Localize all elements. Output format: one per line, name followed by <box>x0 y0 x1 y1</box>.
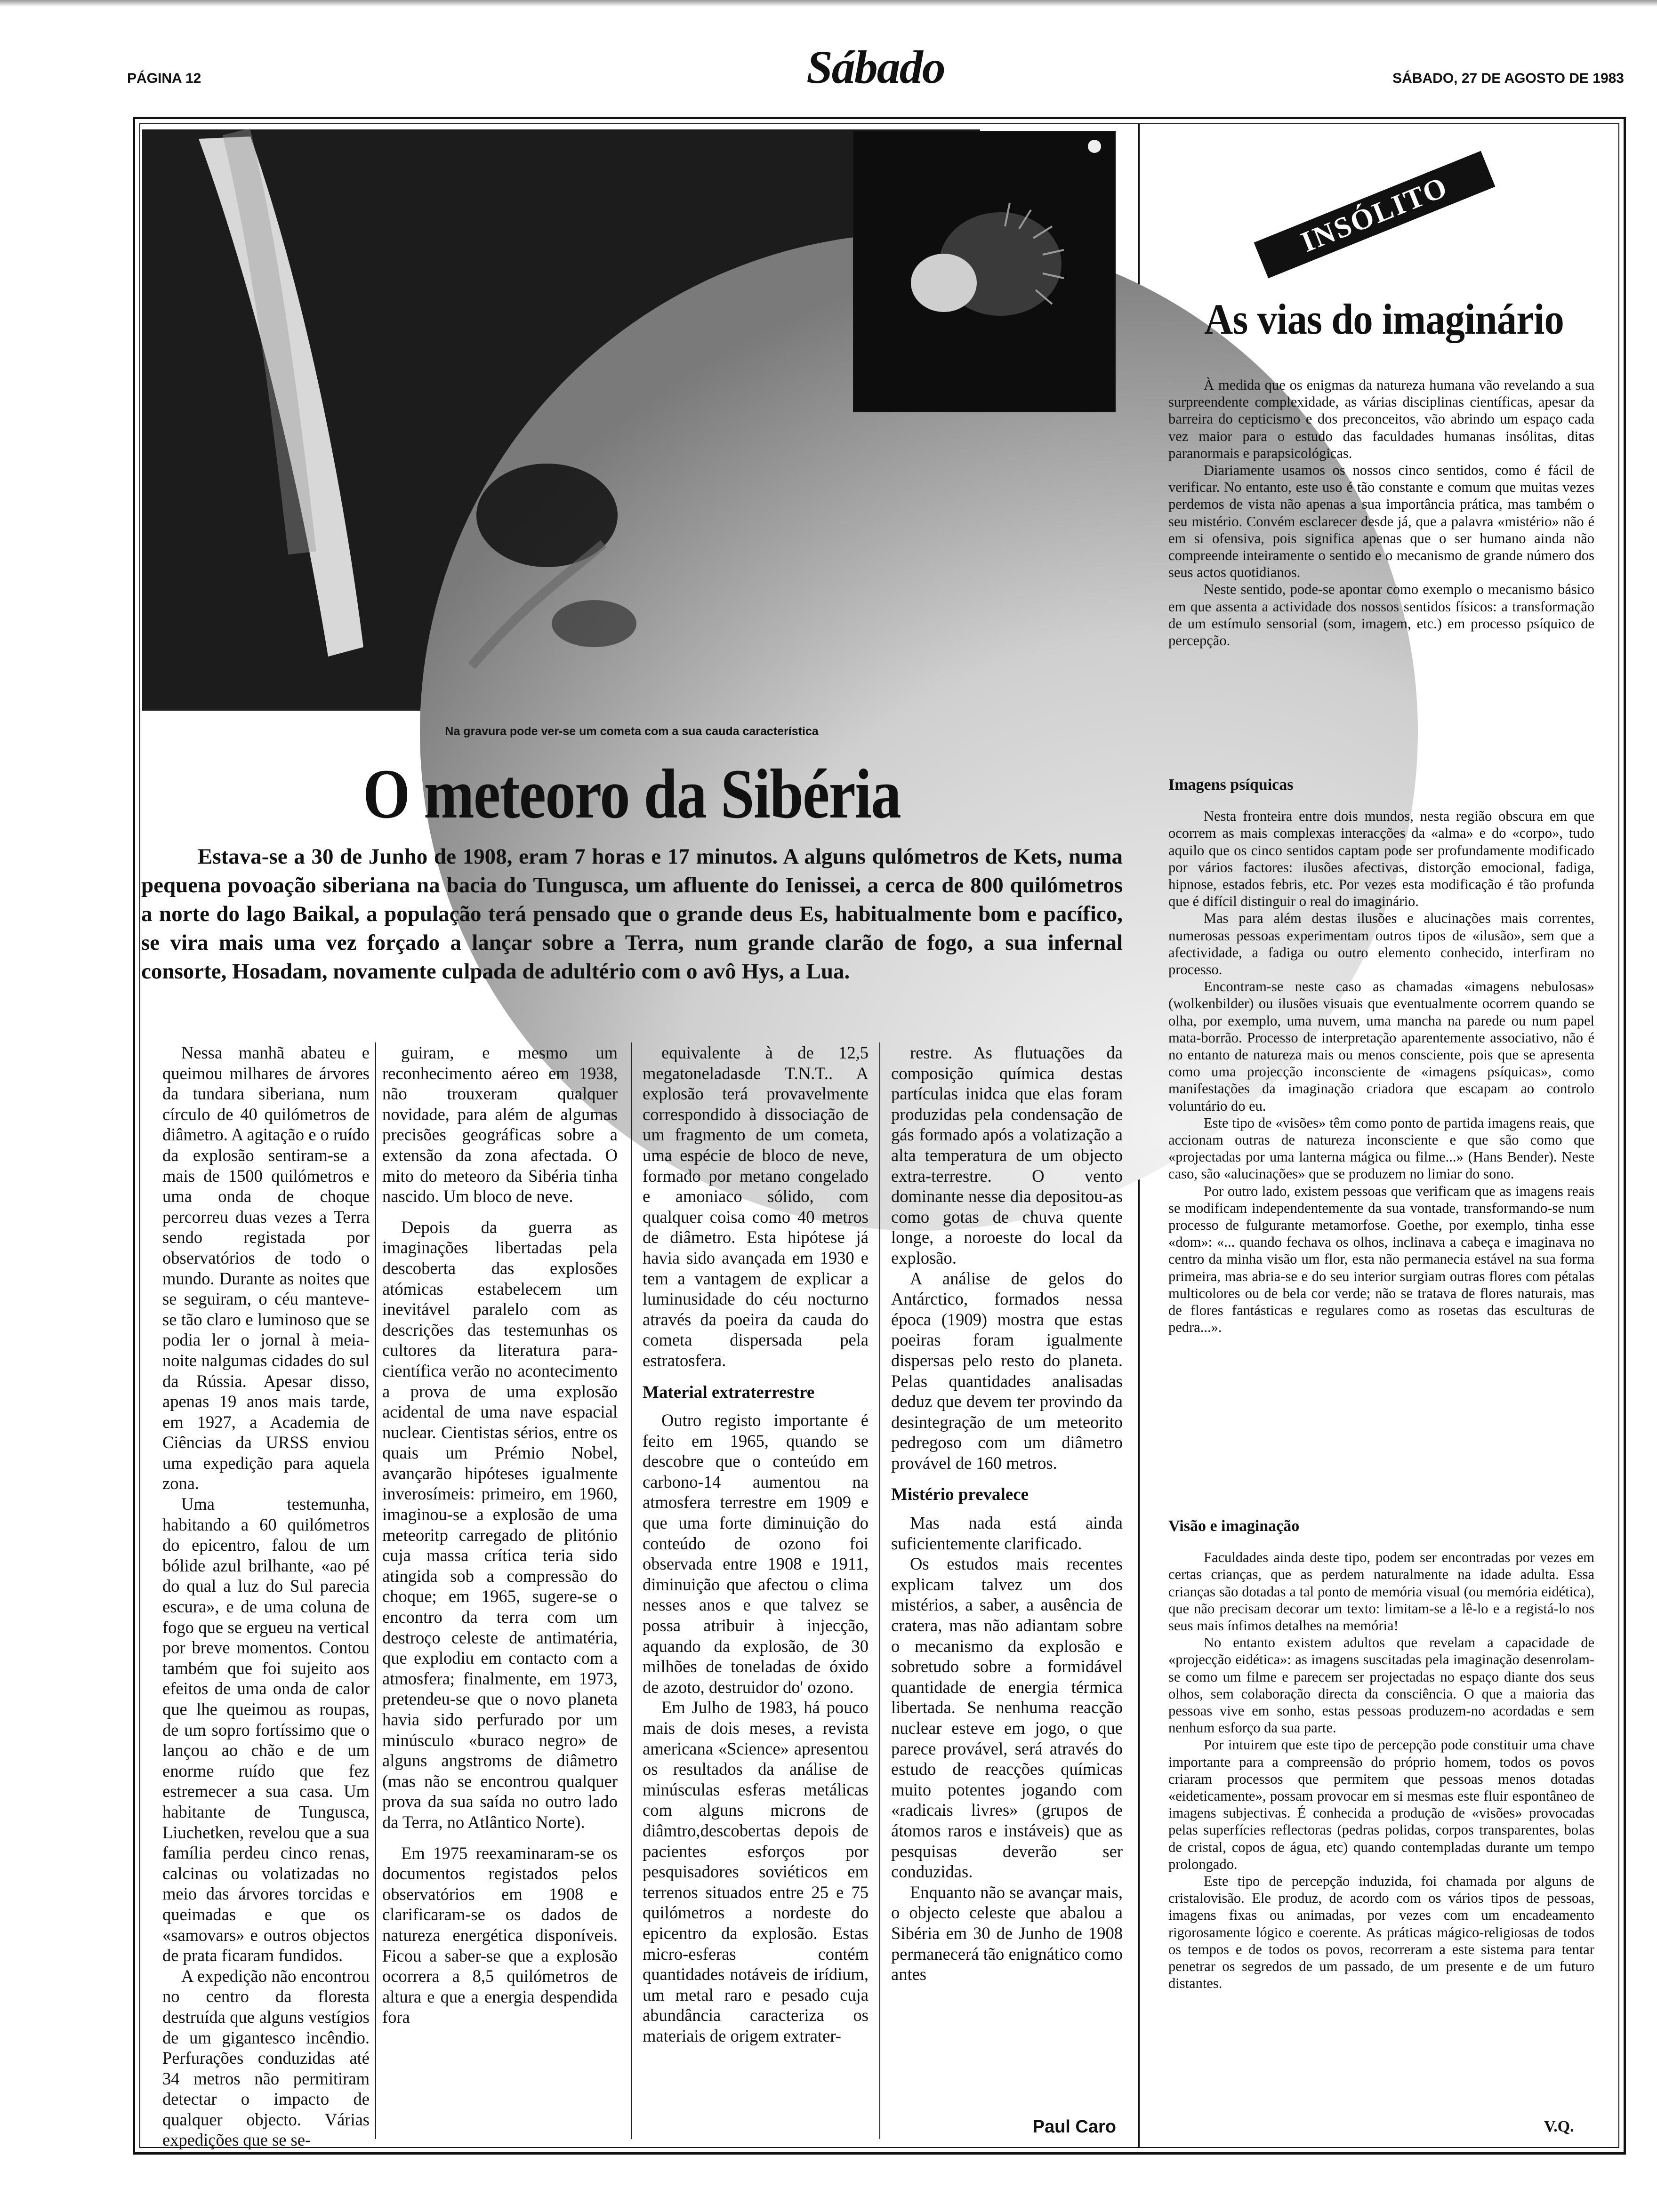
article-headline: O meteoro da Sibéria <box>363 755 901 833</box>
article-lead: Estava-se a 30 de Junho de 1908, eram 7 horas e 17 minutos. A alguns qulómetros de Kets, numa pequena povoação siberiana na bacia do Tungusca, um afluente do Ienissei, a cerca de 800 quilómetros a norte do lago Baikal, a população terá pensado que o grande deus Es, habitualmente bom e pacífico, se vira mais uma vez forçado a lançar sobre a Terra, num grande clarão de fogo, a sua infernal consorte, Hosadam, novamente culpada de adultério com o avô Hys, a Lua. <box>141 844 1123 984</box>
paragraph: Por outro lado, existem pessoas que verificam que as imagens reais se modificam independentemente da sua vontade, transformando-se num processo de fulgurante metamorfose. Goethe, por exemplo, tinha esse «dom»: «... quando fechava os olhos, inclinava a cabeça e imaginava no centro da minha visão um flor, esta não permanecia estável na sua forma primeira, mas abria-se e do seu interior surgiam outras flores com pétalas multicolores ou de bela cor verde; não se tratava de flores naturais, mas de flores fantásticas e regulares como as rosetas das esculturas de pedra...». <box>1168 1183 1594 1336</box>
newspaper-logo: Sábado <box>806 41 945 93</box>
paragraph: Mas nada está ainda suficientemente clarificado. <box>891 1513 1123 1553</box>
article-column-2 <box>382 1042 618 2139</box>
section-heading: Visão e imaginação <box>1168 1517 1300 1535</box>
section-heading: Mistério prevalece <box>891 1485 1029 1505</box>
paragraph: Os estudos mais recentes explicam talvez um dos mistérios, a saber, a ausência de cratera, mas não adiantam sobre o mecanismo da explosão e sobretudo sobre a formidável quantidade de energia térmica libertada. Se nenhuma reacção nuclear esteve em jogo, o que parece provável, será através do estudo de reacções químicas muito potentes jogando com «radicais livres» (grupos de átomos raros e instáveis) que as pesquisas deverão ser conduzidas. <box>891 1554 1123 1882</box>
paragraph: Enquanto não se avançar mais, o objecto celeste que abalou a Sibéria em 30 de Junho de 1908 permanecerá tão enignático como antes <box>891 1882 1123 1984</box>
paragraph: Diariamente usamos os nossos cinco sentidos, como é fácil de verificar. No entanto, este uso é tão constante e comum que muitas vezes perdemos de vista não apenas a sua importância prática, mas também o seu mistério. Convém esclarecer desde já, que a palavra «mistério» não é em si ofensiva, pois significa apenas que o ser humano ainda não compreende inteiramente o sentido e o mecanismo de grande número dos seus actos quotidianos. <box>1168 462 1594 581</box>
paragraph: restre. As flutuações da composição química destas partículas inidca que elas foram produzidas pela condensação de gás formado após a volatização a alta temperatura de um objecto extra-terrestre. O vento dominante nesse dia depositou-as como gotas de chuva quente longe, a noroeste do local da explosão. <box>891 1043 1123 1267</box>
paragraph: Neste sentido, pode-se apontar como exemplo o mecanismo básico em que assenta a actividade dos nossos sentidos físicos: a transformação de um estímulo sensorial (som, imagem, etc.) em processo psíquico de percepção. <box>1168 581 1594 649</box>
column-rule <box>375 1042 376 2139</box>
page-top-edge <box>0 0 1657 7</box>
paragraph: No entanto existem adultos que revelam a capacidade de «projecção eidética»: as imagens suscitadas pela imaginação desenrolam-se como um filme e parecem ser projectadas no espaço diante dos seus olhos, sem colaboração directa da consciência. O que a maioria das pessoas vive em sonho, estas pessoas produzem-no acordadas e sem nenhum esforço da sua parte. <box>1168 1635 1594 1736</box>
comet-inset-photo <box>853 131 1116 412</box>
masthead <box>127 41 1624 108</box>
paragraph: Outro registo importante é feito em 1965, quando se descobre que o conteúdo em carbono-14 aumentou na atmosfera terrestre em 1909 e que uma forte diminuição do conteúdo de ozono foi observada entre 1908 e 1911, diminuição que afectou o clima nesses anos e que talvez se possa atribuir à injecção, aquando da explosão, de 30 milhões de toneladas de óxido de azoto, destruidor do' ozono. <box>643 1411 869 1697</box>
column-rule <box>879 1042 880 2139</box>
section-heading: Imagens psíquicas <box>1168 776 1294 793</box>
column-rule <box>631 1042 632 2139</box>
issue-date: SÁBADO, 27 DE AGOSTO DE 1983 <box>1392 71 1624 86</box>
paragraph: Em 1975 reexaminaram-se os documentos registados pelos observatórios em 1908 e clarificaram-se os dados de natureza energética disponíveis. Ficou a saber-se que a explosão ocorrera a 8,5 quilómetros de altura e que a energia despendida fora <box>382 1843 618 2027</box>
article-column-4 <box>891 1042 1123 2139</box>
sidebar-section-imagens <box>1168 777 1594 1336</box>
comet-nucleus-illustration <box>854 132 1114 411</box>
paragraph: À medida que os enigmas da natureza humana vão revelando a sua surpreendente complexidade, as várias disciplinas científicas, apesar da barreira do cepticismo e dos preconceitos, vão abrindo um espaço cada vez maior para o estudo das faculdades humanas insólitas, ditas paranormais e parapsicológicas. <box>1168 377 1594 461</box>
paragraph: Nessa manhã abateu e queimou milhares de árvores da tundara siberiana, num círculo de 40 quilómetros de diâmetro. A agitação e o ruído da explosão sentiram-se a mais de 1500 quilómetros e uma onda de choque percorreu duas vezes a Terra sendo registada por observatórios de todo o mundo. Durante as noites que se seguiram, o céu manteve-se tão claro e luminoso que se podia ler o jornal à meia-noite nalgumas cidades do sul da Rússia. Apesar disso, apenas 19 anos mais tarde, em 1927, a Academia de Ciências da URSS enviou uma expedição para aquela zona. <box>162 1043 370 1493</box>
paragraph: Encontram-se neste caso as chamadas «imagens nebulosas» (wolkenbilder) ou ilusões visuais que eventualmente ocorrem quando se olha, por exemplo, uma nuvem, uma mancha na parede ou num papel mata-borrão. Processo de interpretação aparentemente associativo, não é no entanto de natureza mais ou menos consciente, pois que se apresenta como uma projecção inconsciente de «imagens psíquicas», como manifestações da imaginação criadora que escapam ao controlo voluntário do eu. <box>1168 978 1594 1114</box>
section-heading: Material extraterrestre <box>643 1382 815 1402</box>
page-number: PÁGINA 12 <box>127 71 201 86</box>
article-byline: Paul Caro <box>1032 2117 1116 2137</box>
sidebar-section-visao <box>1168 1518 1594 1992</box>
paragraph: Por intuirem que este tipo de percepção pode constituir uma chave importante para a compreensão do próprio homem, todos os povos criaram processos que permitem que pessoas menos dotadas «eideticamente», possam provocar em si mesmas este fluir espontâneo de imagens subjectivas. É conhecida a produção de «visões» provocadas pelas superfícies reflectoras (pedras polidas, corpos transparentes, bolas de cristal, copos de água, etc) quando contempladas durante um tempo prolongado. <box>1168 1737 1594 1872</box>
photo-caption: Na gravura pode ver-se um cometa com a sua cauda característica <box>445 725 819 738</box>
paragraph: A análise de gelos do Antárctico, formados nessa época (1909) mostra que estas poeiras foram igualmente dispersas pelo resto do planeta. Pelas quantidades analisadas deduz que devem ter provindo da desintegração de um meteorito pedregoso com um diâmetro provável de 160 metros. <box>891 1268 1123 1473</box>
paragraph: Em Julho de 1983, há pouco mais de dois meses, a revista americana «Science» apresentou os resultados da análise de minúsculas esferas metálicas com alguns microns de diâmtro,descobertas depois de pacientes esforços por pesquisadores soviéticos em terrenos situados entre 25 e 75 quilómetros a nordeste do epicentro da explosão. Estas micro-esferas contém quantidades notáveis de irídium, um metal raro e pesado cuja abundância caracteriza os materiais de origem extrater- <box>643 1698 869 2045</box>
paragraph: Nesta fronteira entre dois mundos, nesta região obscura em que ocorrem as mais complexas interacções da «alma» e do «corpo», tudo aquilo que os cinco sentidos captam pode ser profundamente modificado por vários factores: ilusões afectivas, distorção emocional, fadiga, hipnose, estados febris, etc. Por vezes esta modificação é tão profunda que é difícil distinguir o real do imaginário. <box>1168 808 1594 910</box>
paragraph: Uma testemunha, habitando a 60 quilómetros do epicentro, falou de um bólide azul brilhante, «ao pé do qual a luz do Sul parecia escura», e de uma coluna de fogo que se ergueu na vertical por breve momentos. Contou também que foi sujeito aos efeitos de uma onda de calor que lhe queimou as roupas, de um sopro fortíssimo que o lançou ao chão e de um enorme ruído que fez estremecer a sua casa. Um habitante de Tungusca, Liuchetken, revelou que a sua família perdeu cinco renas, calcinas ou volatizadas no meio das árvores torcidas e queimadas e que os «samovars» e outros objectos de prata ficaram fundidos. <box>162 1494 370 1965</box>
paragraph: Faculdades ainda deste tipo, podem ser encontradas por vezes em certas crianças, que as perdem naturalmente na idade adulta. Essa crianças são dotadas a tal ponto de memória visual (ou memória eidética), que não precisam decorar um texto: limitam-se a lê-lo e a registá-lo nos seus mais ínfimos detalhes na memória! <box>1168 1549 1594 1634</box>
paragraph: Este tipo de «visões» têm como ponto de partida imagens reais, que accionam outras de natureza inconsciente e que são como que «projectadas por uma lanterna mágica ou filme...» (Hans Bender). Neste caso, são «alucinações» que se produzem no limiar do sono. <box>1168 1114 1594 1182</box>
paragraph: Mas para além destas ilusões e alucinações mais correntes, numerosas pessoas experimentam outros tipos de «ilusão», sem que a afectividade, a fadiga ou outro elemento conhecido, interfiram no processo. <box>1168 910 1594 978</box>
paragraph: Este tipo de percepção induzida, foi chamada por alguns de cristalovisão. Ele produz, de acordo com os vários tipos de pessoas, imagens fixas ou animadas, por vezes com um encadeamento rigorosamente lógico e coerente. As práticas mágico-religiosas de todos os tempos e de todos os povos, recorreram a este sistema para tentar penetrar os segredos de um passado, de um presente e de um futuro distantes. <box>1168 1873 1594 1992</box>
paragraph: equivalente à de 12,5 megatoneladasde T.N.T.. A explosão terá provavelmente correspondido à dissociação de um fragmento de um cometa, uma espécie de bloco de neve, formado por metano congelado e amoniaco sólido, com qualquer coisa como 40 metros de diâmetro. Esta hipótese já havia sido avançada em 1930 e tem a vantagem de explicar a luminusidade do céu nocturno através da poeira da cauda do cometa dispersada pela estratosfera. <box>643 1043 869 1370</box>
paragraph: Depois da guerra as imaginações libertadas pela descoberta das explosões atómicas estabelecem um inevitável paralelo com as descrições das testemunhas os cultores da literatura para-científica verão no acontecimento a prova de uma explosão acidental de uma nave espacial nuclear. Cientistas sérios, entre os quais um Prémio Nobel, avançarão hipóteses igualmente inverosímeis: primeiro, em 1960, imaginou-se a explosão de uma meteoritp carregado de plitónio cuja massa crítica teria sido atingida sob a compressão do choque; em 1965, sugere-se o encontro da terra com um destroço celeste de antimatéria, que explodiu em contacto com a atmosfera; finalmente, em 1973, pretendeu-se que o novo planeta havia sido perfurado por um minúsculo «buraco negro» de alguns angstroms de diâmetro (mas não se encontrou qualquer prova da sua saída no outro lado da Terra, no Atlântico Norte). <box>382 1217 618 1832</box>
paragraph: guiram, e mesmo um reconhecimento aéreo em 1938, não trouxeram qualquer novidade, para além de algumas precisões geográficas sobre a extensão da zona afectada. O mito do meteoro da Sibéria tinha nascido. Um bloco de neve. <box>382 1043 618 1206</box>
article-column-1 <box>162 1042 370 2150</box>
sidebar-signature: V.Q. <box>1544 2118 1574 2135</box>
article-column-3 <box>643 1042 869 2139</box>
sidebar-intro <box>1168 377 1594 649</box>
banner-label: INSÓLITO <box>1296 170 1453 258</box>
sidebar-title: As vias do imaginário <box>1204 295 1564 343</box>
paragraph: A expedição não encontrou no centro da floresta destruída que alguns vestígios de um gigantesco incêndio. Perfurações conduzidas até 34 metros não permitiram detectar o impacto de qualquer objecto. Várias expedições que se se- <box>162 1966 370 2150</box>
